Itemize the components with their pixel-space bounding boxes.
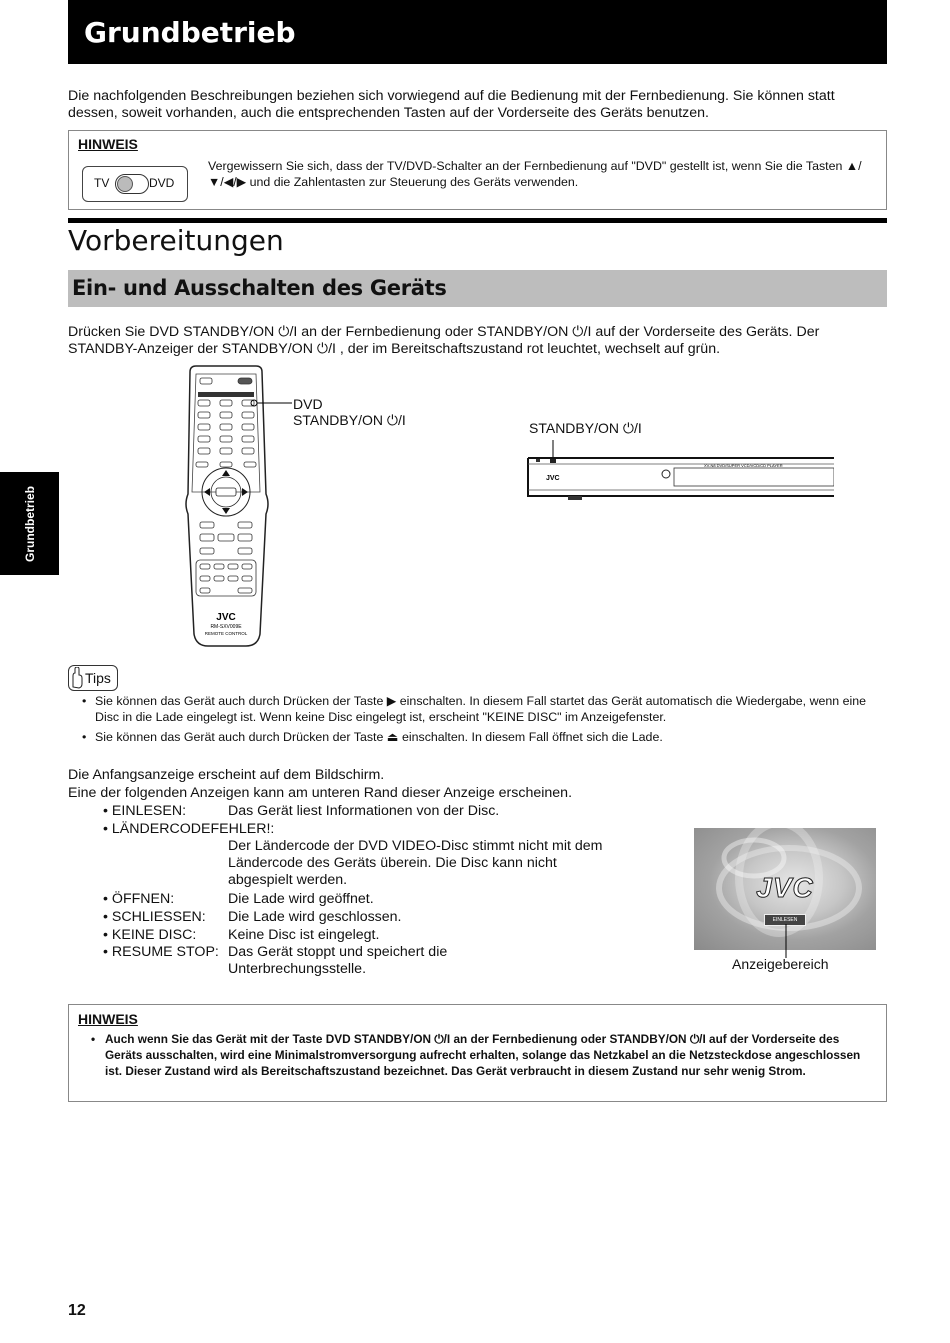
screen-brand: JVC [756,872,814,903]
side-tab [0,472,59,575]
note-1-text: Vergewissern Sie sich, dass der TV/DVD-Schalter an der Fernbedienung auf "DVD" gestellt ist, wenn Sie die Tasten ▲/▼/◀/▶ und die Zahlentasten zur Steuerung des Geräts verwenden. [208,159,862,189]
note-label: HINWEIS [78,1011,138,1027]
display-desc: Das Gerät liest Informationen von der Disc. [228,803,500,819]
note-label: HINWEIS [78,136,138,152]
display-desc: Das Gerät stoppt und speichert die Unterbrechungsstelle. [228,944,448,977]
note-2-body: Auch wenn Sie das Gerät mit der Taste DVD STANDBY/ON ⏻/I an der Fernbedienung oder STANDBY/ON ⏻/I auf der Vorderseite des Geräts ausschalten, wird eine Minimalstromversorgung aufrecht erhalten, solange das Netzkabel an die Netzsteckdose angeschlossen ist. Dieser Zustand wird als Bereitschaftszustand bezeichnet. Das Gerät verbraucht in diesem Zustand nur sehr wenig Strom. [105,1032,861,1078]
screen-callout-line [780,924,792,960]
subsection-bar [68,270,887,307]
display-item: • SCHLIESSEN: [103,909,206,925]
display-term: SCHLIESSEN: [111,909,206,925]
remote-callout-line2: STANDBY/ON ⏻/I [293,412,406,428]
display-item: • ÖFFNEN: [103,891,175,907]
screen-caption: Anzeigebereich [732,956,829,972]
tv-dvd-switch [82,166,188,202]
display-item: • KEINE DISC: [103,927,197,943]
remote-model-sub: REMOTE CONTROL [204,631,248,636]
display-term: LÄNDERCODEFEHLER!: [111,821,275,837]
player-model: XV-N8 DVD/SUPER VCD/VCD/CD PLAYER [704,463,783,468]
display-desc: Keine Disc ist eingelegt. [228,927,380,943]
player-brand: JVC [546,475,560,482]
player-callout-label: STANDBY/ON ⏻/I [529,420,642,436]
section-rule [68,218,887,223]
display-term: EINLESEN: [111,803,187,819]
display-item: • LÄNDERCODEFEHLER!: [103,821,275,837]
switch-knob [117,176,133,192]
tips-label: Tips [85,670,111,686]
hand-icon [70,667,84,689]
dvd-player-illustration [524,438,834,518]
display-desc: Der Ländercode der DVD VIDEO-Disc stimmt nicht mit dem Ländercode des Geräts überein. Die Disc kann nicht abgespielt werden. [228,838,603,888]
screen-status: EINLESEN [764,914,806,926]
display-desc: Die Lade wird geöffnet. [228,891,374,907]
intro-text: Die nachfolgenden Beschreibungen beziehen sich vorwiegend auf die Bedienung mit der Fernbedienung. Sie können statt dessen, soweit vorhanden, auch die entsprechenden Tasten auf der Vorderseite des Geräts benutzen. [68,88,835,121]
section-title: Vorbereitungen [68,224,284,257]
side-tab-label: Grundbetrieb [22,485,37,562]
bullet-mark: • [91,1032,96,1046]
remote-callout-line1: DVD [293,396,323,412]
page-number: 12 [68,1302,86,1319]
switch-dvd-label: DVD [149,176,175,190]
tips-badge [68,665,118,691]
display-item: • RESUME STOP: [103,944,219,960]
remote-brand: JVC [216,612,236,623]
switch-track [115,174,149,194]
display-desc: Die Lade wird geschlossen. [228,909,402,925]
display-term: ÖFFNEN: [111,891,175,907]
page-title: Grundbetrieb [84,16,296,49]
display-term: RESUME STOP: [111,944,219,960]
display-item: • EINLESEN: [103,803,187,819]
tips-item-1: • Sie können das Gerät auch durch Drücken der Taste ▶ einschalten. In diesem Fall startet das Gerät automatisch die Wiedergabe, wenn eine Disc in die Lade eingelegt ist. Wenn keine Disc eingelegt ist, erscheint "KEINE DISC" im Anzeigefenster. [95,693,885,725]
power-text: Drücken Sie DVD STANDBY/ON ⏻/I an der Fernbedienung oder STANDBY/ON ⏻/I auf der Vorderseite des Geräts. Der STANDBY-Anzeiger der STANDBY/ON ⏻/I , der im Bereitschaftszustand rot leuchtet, wechselt auf grün. [68,324,820,357]
subsection-title: Ein- und Ausschalten des Geräts [72,276,447,300]
display-term: KEINE DISC: [111,927,197,943]
tips-item-2: • Sie können das Gerät auch durch Drücken der Taste ⏏ einschalten. In diesem Fall öffnet sich die Lade. [95,729,885,745]
note-2-text [91,1031,877,1079]
display-intro-line2: Eine der folgenden Anzeigen kann am unteren Rand dieser Anzeige erscheinen. [68,785,573,801]
display-intro-line1: Die Anfangsanzeige erscheint auf dem Bildschirm. [68,767,385,783]
switch-tv-label: TV [94,176,110,190]
title-bar [68,0,887,64]
note-box-2 [68,1004,887,1102]
remote-model: RM-SXV009E [210,624,242,630]
